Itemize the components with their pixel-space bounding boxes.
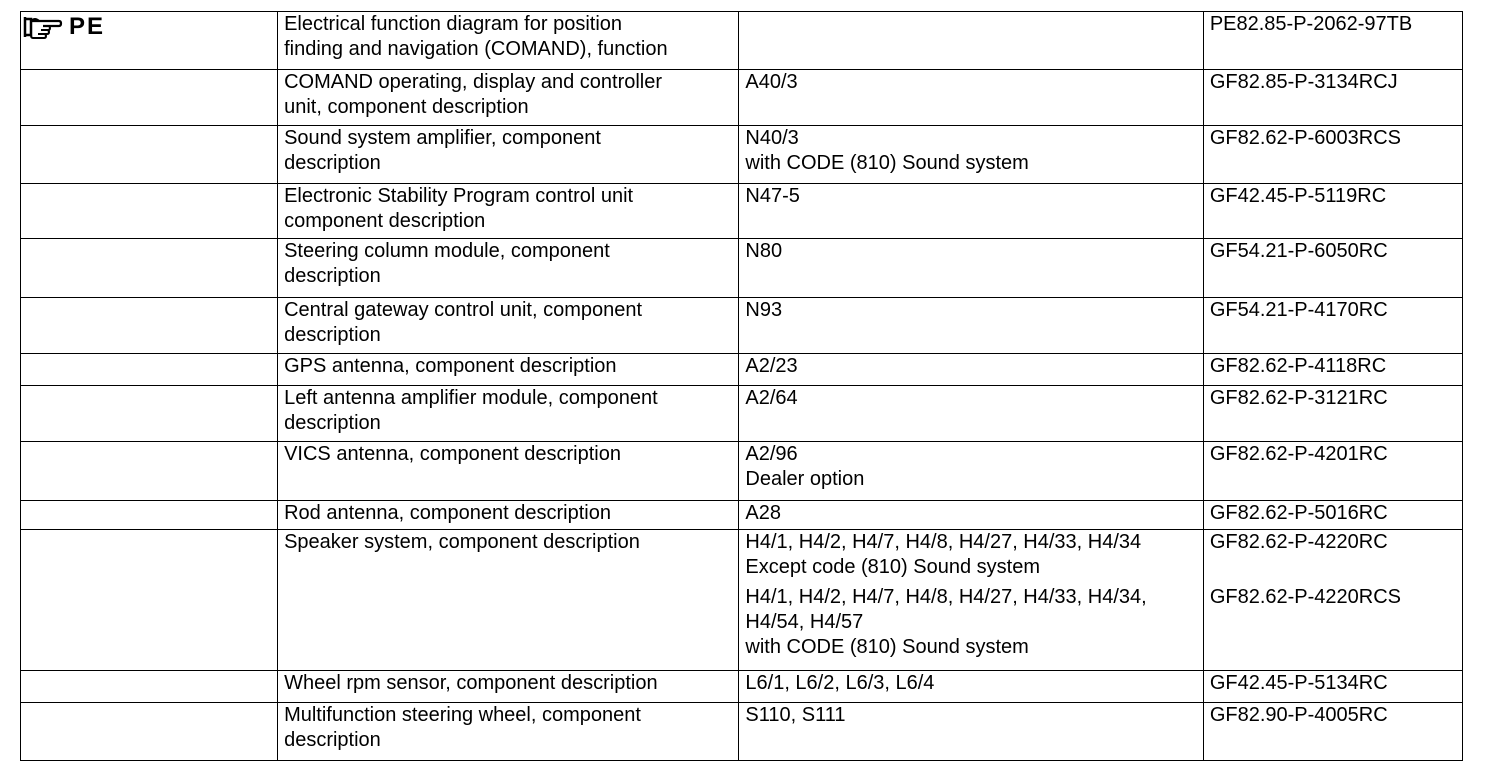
document-reference: GF82.62-P-4118RC: [1209, 355, 1387, 377]
component-line: with CODE (810) Sound system: [745, 152, 1029, 174]
description-line: Left antenna amplifier module, component: [284, 387, 658, 409]
component-block: [745, 442, 1196, 492]
description-line: component description: [284, 210, 486, 232]
component-line: S110, S111: [745, 704, 846, 726]
component-line: N40/3: [745, 127, 799, 149]
component-line: Dealer option: [745, 468, 865, 490]
component-cell: [739, 126, 1203, 184]
table-body: [21, 12, 1463, 761]
marker-cell: [21, 298, 278, 354]
component-line: A2/96: [745, 443, 798, 465]
pe-label: PE: [69, 13, 106, 40]
marker-cell: [21, 442, 278, 501]
component-cell: [739, 442, 1203, 501]
component-block: [745, 501, 1196, 526]
component-block: [745, 298, 1196, 323]
component-line: N47-5: [745, 185, 800, 207]
description-cell: [278, 354, 739, 386]
marker-cell: [21, 126, 278, 184]
table-row: [21, 239, 1463, 298]
component-line: H4/1, H4/2, H4/7, H4/8, H4/27, H4/33, H4/34,: [745, 586, 1147, 608]
description-line: Speaker system, component description: [284, 531, 640, 553]
component-line: A40/3: [745, 71, 798, 93]
pe-marker: [23, 12, 105, 42]
component-cell: [739, 354, 1203, 386]
table-row: [21, 12, 1463, 70]
component-line: Except code (810) Sound system: [745, 556, 1040, 578]
marker-cell: [21, 703, 278, 761]
table-row: [21, 530, 1463, 671]
component-line: H4/54, H4/57: [745, 611, 864, 633]
reference-cell: [1203, 530, 1462, 671]
component-block: [745, 703, 1196, 728]
description-line: COMAND operating, display and controller: [284, 71, 663, 93]
marker-cell: [21, 12, 278, 70]
document-reference: GF82.62-P-5016RC: [1209, 502, 1388, 524]
marker-cell: [21, 70, 278, 126]
component-cell: [739, 12, 1203, 70]
table-row: [21, 126, 1463, 184]
marker-cell: [21, 386, 278, 442]
table-row: [21, 70, 1463, 126]
description-cell: [278, 12, 739, 70]
reference-cell: [1203, 703, 1462, 761]
description-line: Steering column module, component: [284, 240, 610, 262]
description-line: description: [284, 152, 381, 174]
description-line: description: [284, 265, 381, 287]
component-cell: [739, 671, 1203, 703]
description-cell: [278, 126, 739, 184]
document-reference: GF82.62-P-4201RC: [1209, 443, 1388, 465]
component-cell: [739, 239, 1203, 298]
component-line: A2/64: [745, 387, 798, 409]
description-cell: [278, 184, 739, 239]
description-cell: [278, 442, 739, 501]
description-cell: [278, 70, 739, 126]
description-line: GPS antenna, component description: [284, 355, 617, 377]
description-cell: [278, 703, 739, 761]
component-line: A28: [745, 502, 781, 524]
table-row: [21, 501, 1463, 530]
marker-cell: [21, 671, 278, 703]
component-line: L6/1, L6/2, L6/3, L6/4: [745, 672, 935, 694]
table-row: [21, 354, 1463, 386]
description-line: description: [284, 324, 381, 346]
table-row: [21, 184, 1463, 239]
component-cell: [739, 530, 1203, 671]
component-line: H4/1, H4/2, H4/7, H4/8, H4/27, H4/33, H4/34: [745, 531, 1142, 553]
reference-cell: [1203, 126, 1462, 184]
description-cell: [278, 239, 739, 298]
description-cell: [278, 671, 739, 703]
document-reference: GF82.62-P-6003RCS: [1209, 127, 1402, 149]
reference-cell: [1203, 386, 1462, 442]
reference-cell: [1203, 70, 1462, 126]
document-reference: GF82.85-P-3134RCJ: [1209, 71, 1398, 93]
component-line: N80: [745, 240, 783, 262]
marker-cell: [21, 184, 278, 239]
document-reference: GF82.90-P-4005RC: [1209, 704, 1388, 726]
description-line: VICS antenna, component description: [284, 443, 621, 465]
description-line: Multifunction steering wheel, component: [284, 704, 641, 726]
component-cell: [739, 386, 1203, 442]
component-block: [745, 671, 1196, 696]
component-block: [745, 354, 1196, 379]
table-row: [21, 386, 1463, 442]
component-cell: [739, 184, 1203, 239]
description-line: Central gateway control unit, component: [284, 299, 643, 321]
component-line: A2/23: [745, 355, 798, 377]
document-reference: GF42.45-P-5134RC: [1209, 672, 1388, 694]
component-cell: [739, 70, 1203, 126]
reference-cell: [1203, 501, 1462, 530]
description-cell: [278, 386, 739, 442]
table-row: [21, 298, 1463, 354]
document-reference: PE82.85-P-2062-97TB: [1209, 13, 1413, 35]
description-line: Sound system amplifier, component: [284, 127, 601, 149]
document-reference: GF54.21-P-4170RC: [1209, 299, 1388, 321]
description-line: unit, component description: [284, 96, 529, 118]
document-reference: GF54.21-P-6050RC: [1209, 240, 1388, 262]
component-block: [745, 70, 1196, 95]
marker-cell: [21, 501, 278, 530]
reference-cell: [1203, 298, 1462, 354]
component-line: N93: [745, 299, 783, 321]
component-block: [745, 386, 1196, 411]
reference-cell: [1203, 184, 1462, 239]
reference-cell: [1203, 354, 1462, 386]
component-block: [745, 239, 1196, 264]
component-cell: [739, 501, 1203, 530]
reference-cell: [1203, 442, 1462, 501]
marker-cell: [21, 239, 278, 298]
description-line: Rod antenna, component description: [284, 502, 611, 524]
table-row: [21, 671, 1463, 703]
pointing-hand-icon: [23, 14, 63, 40]
component-block: [745, 126, 1196, 176]
marker-cell: [21, 530, 278, 671]
description-line: finding and navigation (COMAND), function: [284, 38, 668, 60]
description-line: description: [284, 729, 381, 751]
document-reference: GF42.45-P-5119RC: [1209, 185, 1387, 207]
component-line: with CODE (810) Sound system: [745, 636, 1029, 658]
description-cell: [278, 530, 739, 671]
description-line: Electrical function diagram for position: [284, 13, 623, 35]
description-line: Wheel rpm sensor, component description: [284, 672, 658, 694]
document-reference: GF82.62-P-3121RC: [1209, 387, 1388, 409]
document-reference: GF82.62-P-4220RCS: [1209, 586, 1402, 608]
description-cell: [278, 298, 739, 354]
description-line: description: [284, 412, 381, 434]
reference-table: [20, 11, 1463, 761]
reference-cell: [1203, 671, 1462, 703]
component-cell: [739, 298, 1203, 354]
description-line: Electronic Stability Program control unit: [284, 185, 634, 207]
marker-cell: [21, 354, 278, 386]
reference-cell: [1203, 12, 1462, 70]
component-block: [745, 530, 1196, 580]
component-block: [745, 585, 1196, 660]
table-row: [21, 703, 1463, 761]
reference-cell: [1203, 239, 1462, 298]
table-row: [21, 442, 1463, 501]
document-reference: GF82.62-P-4220RC: [1209, 531, 1388, 553]
component-block: [745, 184, 1196, 209]
description-cell: [278, 501, 739, 530]
component-cell: [739, 703, 1203, 761]
